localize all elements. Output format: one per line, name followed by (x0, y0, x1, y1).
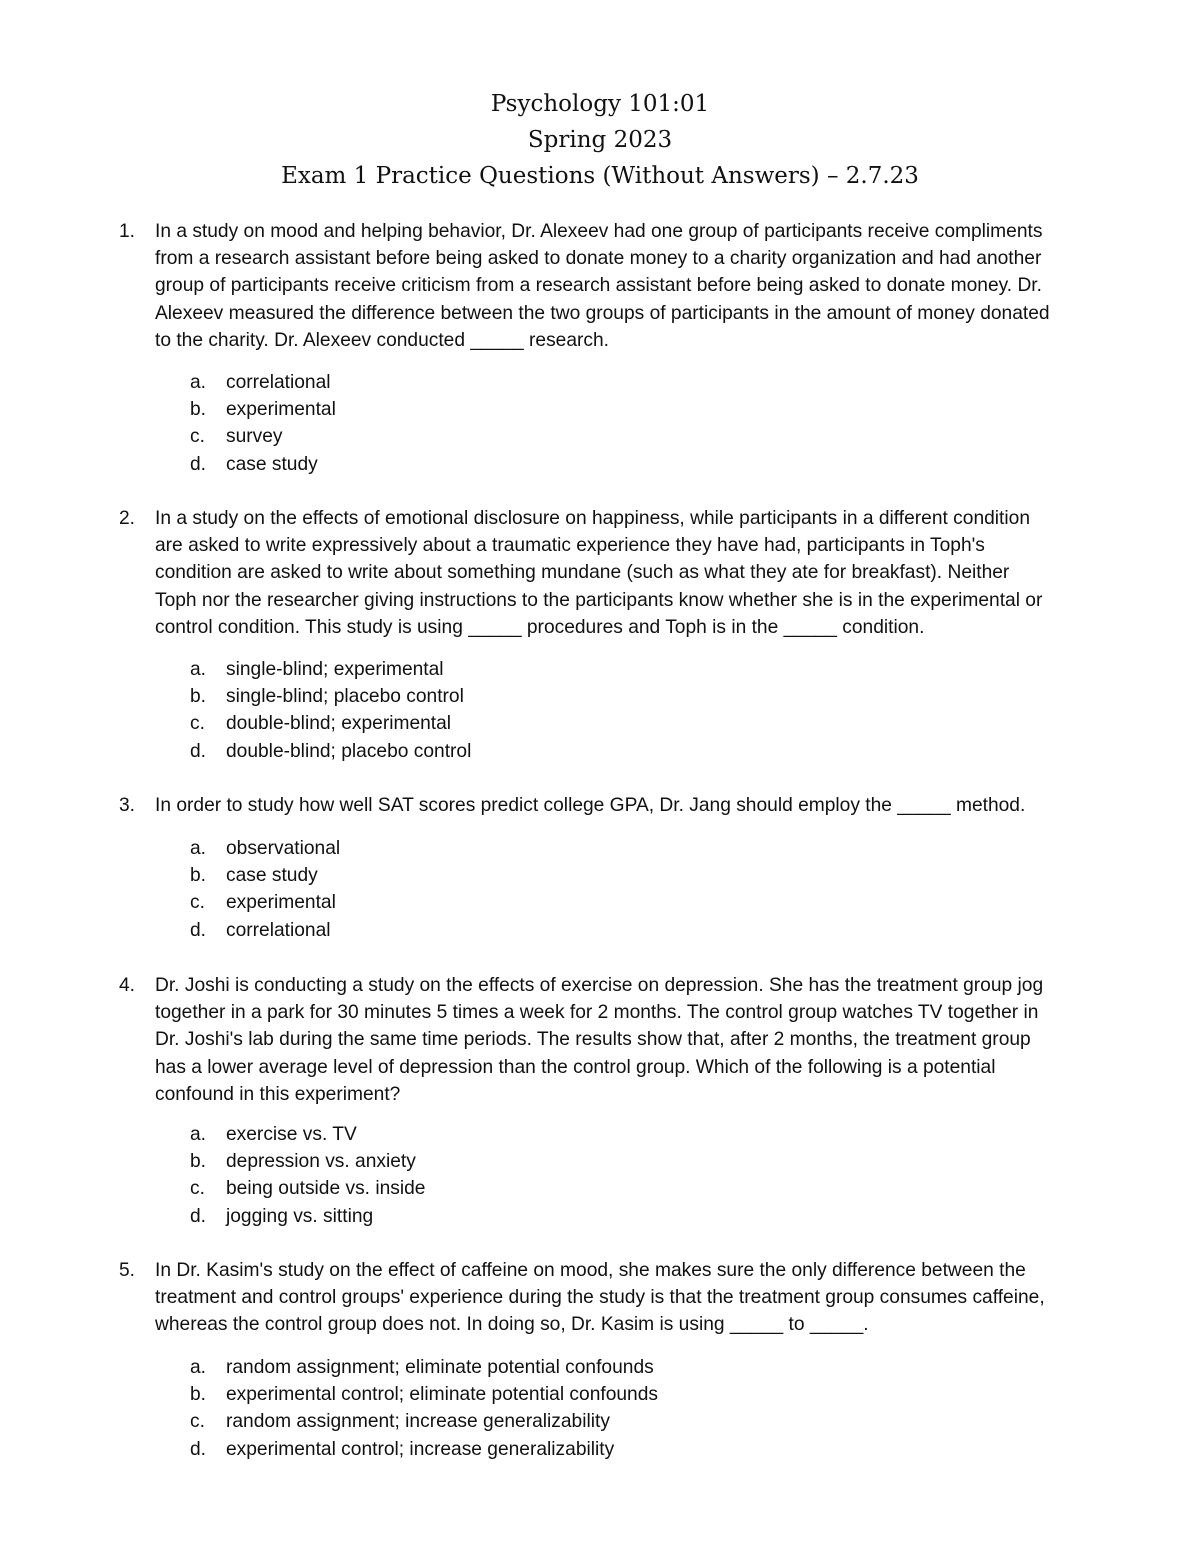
question-line: confound in this experiment? (155, 1083, 401, 1105)
answer-option (0, 710, 1200, 737)
answer-option (0, 862, 1200, 889)
question-text (155, 792, 1125, 819)
option-letter: a. (190, 659, 207, 680)
option-text: correlational (226, 372, 331, 393)
answer-options (0, 835, 1200, 944)
question-text (155, 218, 1125, 354)
option-letter: c. (190, 1178, 205, 1200)
answer-option (0, 1354, 1200, 1381)
question-line: Alexeev measured the difference between the two groups of participants in the amount of money donated (155, 302, 1050, 324)
question-line: In a study on mood and helping behavior, Dr. Alexeev had one group of participants receive compliments (155, 221, 1043, 242)
option-letter: d. (190, 453, 207, 475)
option-letter: c. (190, 713, 205, 735)
option-text: double-blind; placebo control (226, 740, 472, 762)
option-letter: b. (190, 399, 207, 421)
option-text: experimental control; eliminate potential confounds (226, 1384, 658, 1406)
course-title: Psychology 101:01 (490, 91, 710, 117)
term-title: Spring 2023 (527, 127, 673, 153)
answer-option (0, 738, 1200, 765)
answer-option (0, 1381, 1200, 1408)
question-line: are asked to write expressively about a traumatic experience they have had, participants in Toph's (155, 535, 985, 557)
answer-option (0, 369, 1200, 396)
question-line: Dr. Joshi's lab during the same time periods. The results show that, after 2 months, the treatment group (155, 1029, 1031, 1051)
answer-option (0, 835, 1200, 862)
option-text: being outside vs. inside (226, 1178, 426, 1200)
answer-options (0, 656, 1200, 765)
option-text: survey (226, 426, 283, 448)
answer-options (0, 1121, 1200, 1230)
question-line: condition are asked to write about something mundane (such as what they ate for breakfast). Neither (155, 562, 1010, 584)
question-line: group of participants receive criticism from a research assistant before being asked to donate money. Dr. (155, 275, 1042, 297)
option-text: experimental (226, 892, 336, 914)
option-letter: c. (190, 426, 205, 448)
option-letter: a. (190, 838, 207, 859)
question-number: 4. (119, 975, 136, 996)
question-line: has a lower average level of depression than the control group. Which of the following is a potential (155, 1056, 996, 1078)
question-number: 3. (119, 795, 136, 816)
answer-option (0, 889, 1200, 916)
option-text: jogging vs. sitting (226, 1205, 374, 1227)
question-number: 1. (119, 221, 136, 242)
option-text: single-blind; experimental (226, 659, 444, 680)
answer-option (0, 1203, 1200, 1230)
option-letter: b. (190, 865, 207, 887)
answer-option (0, 917, 1200, 944)
question-line: to the charity. Dr. Alexeev conducted _____ research. (155, 329, 610, 351)
option-letter: d. (190, 740, 207, 762)
answer-option (0, 1148, 1200, 1175)
question-line: Dr. Joshi is conducting a study on the effects of exercise on depression. She has the treatment group jog (155, 975, 1044, 996)
answer-option (0, 396, 1200, 423)
option-letter: d. (190, 1205, 207, 1227)
question-line: treatment and control groups' experience during the study is that the treatment group consumes caffeine, (155, 1287, 1045, 1309)
exam-title: Exam 1 Practice Questions (Without Answers) – 2.7.23 (281, 163, 919, 189)
option-letter: a. (190, 1357, 207, 1378)
answer-option (0, 1436, 1200, 1463)
option-text: experimental (226, 399, 336, 421)
option-text: single-blind; placebo control (226, 686, 464, 708)
option-text: depression vs. anxiety (226, 1151, 416, 1173)
option-text: double-blind; experimental (226, 713, 452, 735)
question-line: In order to study how well SAT scores predict college GPA, Dr. Jang should employ the _____ method. (155, 795, 1026, 816)
option-text: random assignment; eliminate potential confounds (226, 1357, 654, 1378)
question-text (155, 505, 1125, 641)
question-line: In a study on the effects of emotional disclosure on happiness, while participants in a different condition (155, 508, 1030, 529)
option-letter: c. (190, 1411, 205, 1433)
question-number: 5. (119, 1260, 136, 1281)
question-number: 2. (119, 508, 136, 529)
option-text: case study (226, 453, 318, 475)
question-text (155, 1257, 1125, 1339)
option-letter: b. (190, 1384, 207, 1406)
question-line: from a research assistant before being asked to donate money to a charity organization and had another (155, 248, 1042, 270)
answer-options (0, 1354, 1200, 1463)
answer-option (0, 423, 1200, 450)
document-header (0, 86, 1200, 194)
option-text: random assignment; increase generalizability (226, 1411, 610, 1433)
option-text: case study (226, 865, 318, 887)
option-letter: d. (190, 919, 207, 941)
option-text: experimental control; increase generalizability (226, 1438, 615, 1460)
option-letter: a. (190, 372, 207, 393)
answer-option (0, 451, 1200, 478)
option-letter: a. (190, 1124, 207, 1145)
answer-option (0, 683, 1200, 710)
answer-option (0, 656, 1200, 683)
option-letter: b. (190, 686, 207, 708)
question-line: In Dr. Kasim's study on the effect of caffeine on mood, she makes sure the only difference between the (155, 1260, 1026, 1281)
question-line: Toph nor the researcher giving instructions to the participants know whether she is in the experimental or (155, 589, 1043, 611)
answer-options (0, 369, 1200, 478)
answer-option (0, 1175, 1200, 1202)
option-letter: b. (190, 1151, 207, 1173)
answer-option (0, 1121, 1200, 1148)
question-line: control condition. This study is using _____ procedures and Toph is in the _____ condition. (155, 616, 925, 638)
option-text: correlational (226, 919, 331, 941)
option-text: observational (226, 838, 341, 859)
option-letter: c. (190, 892, 205, 914)
question-line: whereas the control group does not. In doing so, Dr. Kasim is using _____ to _____. (155, 1314, 869, 1336)
option-letter: d. (190, 1438, 207, 1460)
option-text: exercise vs. TV (226, 1124, 357, 1145)
question-text (155, 972, 1125, 1108)
question-line: together in a park for 30 minutes 5 times a week for 2 months. The control group watches TV together in (155, 1002, 1039, 1024)
answer-option (0, 1408, 1200, 1435)
